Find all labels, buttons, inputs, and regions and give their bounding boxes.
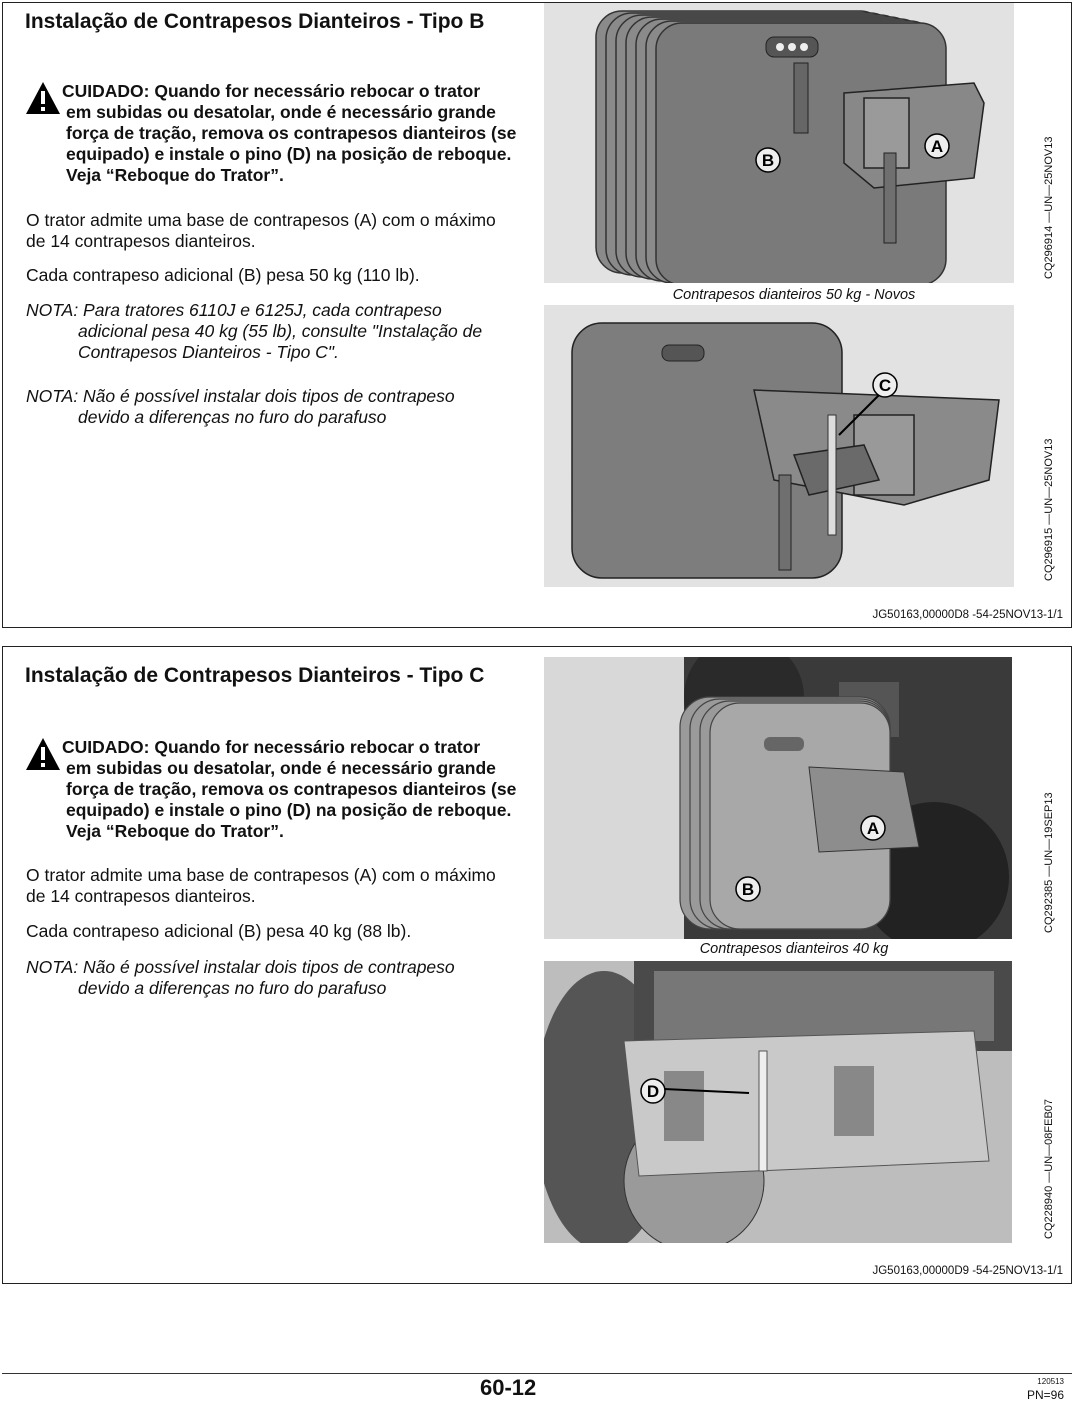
caution-rest: em subidas ou desatolar, onde é necessário grande força de tração, remova os contrapesos dianteiros (se equipado) e instale o pino (D) na posição de reboque. Veja “Reboque do Trator”.	[66, 758, 517, 841]
note-first-line: NOTA: Não é possível instalar dois tipos de contrapeso	[26, 386, 455, 406]
paragraph: Cada contrapeso adicional (B) pesa 50 kg (110 lb).	[26, 265, 420, 285]
figure-weights-pin	[544, 305, 1014, 587]
document-reference: JG50163,00000D9 -54-25NOV13-1/1	[872, 1265, 1063, 1277]
svg-text:B: B	[761, 151, 775, 170]
paragraph: O trator admite uma base de contrapesos (A) com o máximo de 14 contrapesos dianteiros.	[26, 865, 496, 906]
callout-a	[861, 816, 885, 840]
figure-tractor-weights	[544, 657, 1012, 939]
tow-pin-photo	[544, 961, 1012, 1243]
note-rest: adicional pesa 40 kg (55 lb), consulte "Instalação de Contrapesos Dianteiros - Tipo C".	[78, 321, 483, 362]
footer-pn: PN=96	[1026, 1388, 1064, 1402]
callout-b	[756, 148, 780, 172]
svg-text:D: D	[646, 1082, 660, 1101]
section-title: Instalação de Contrapesos Dianteiros - Tipo C	[25, 664, 485, 687]
note-first-line: NOTA: Não é possível instalar dois tipos de contrapeso	[26, 957, 455, 977]
figure-code: CQ292385 —UN—19SEP13	[1043, 792, 1055, 933]
caution-block	[25, 81, 530, 186]
warning-icon	[25, 81, 61, 115]
note-rest: devido a diferenças no furo do parafuso	[78, 978, 387, 998]
note	[26, 300, 516, 363]
callout-d	[641, 1079, 665, 1103]
note	[26, 386, 516, 428]
footer-divider	[2, 1373, 1072, 1374]
page-number: 60-12	[480, 1375, 537, 1400]
figure-code: CQ228940 —UN—08FEB07	[1043, 1098, 1055, 1239]
caution-rest: em subidas ou desatolar, onde é necessário grande força de tração, remova os contrapesos dianteiros (se equipado) e instale o pino (D) na posição de reboque. Veja “Reboque do Trator”.	[66, 102, 517, 185]
paragraph: O trator admite uma base de contrapesos (A) com o máximo de 14 contrapesos dianteiros.	[26, 210, 496, 251]
figure-code: CQ296915 —UN—25NOV13	[1043, 438, 1055, 581]
weights-illustration	[544, 3, 1014, 283]
document-reference: JG50163,00000D8 -54-25NOV13-1/1	[872, 609, 1063, 621]
figure-code: CQ296914 —UN—25NOV13	[1043, 136, 1055, 279]
weights-pin-illustration	[544, 305, 1014, 587]
figure-caption: Contrapesos dianteiros 40 kg	[699, 941, 889, 957]
callout-c	[873, 373, 897, 397]
callout-a	[925, 134, 949, 158]
caution-block	[25, 737, 530, 842]
warning-icon	[25, 737, 61, 771]
paragraph: Cada contrapeso adicional (B) pesa 40 kg (88 lb).	[26, 921, 412, 941]
svg-text:A: A	[930, 137, 944, 156]
callout-b	[736, 877, 760, 901]
svg-text:C: C	[878, 376, 892, 395]
caution-line1: CUIDADO: Quando for necessário rebocar o trator	[62, 81, 481, 101]
note	[26, 957, 516, 999]
svg-text:A: A	[866, 819, 880, 838]
caution-line1: CUIDADO: Quando for necessário rebocar o trator	[62, 737, 481, 757]
section-title: Instalação de Contrapesos Dianteiros - Tipo B	[25, 10, 485, 33]
note-first-line: NOTA: Para tratores 6110J e 6125J, cada contrapeso	[26, 300, 442, 320]
svg-text:B: B	[741, 880, 755, 899]
figure-caption: Contrapesos dianteiros 50 kg - Novos	[672, 287, 916, 303]
section-tipo-c	[2, 646, 1072, 1284]
footer-code: 120513	[1037, 1377, 1064, 1386]
note-rest: devido a diferenças no furo do parafuso	[78, 407, 387, 427]
figure-tow-pin	[544, 961, 1012, 1243]
figure-weights-type-b	[544, 3, 1014, 283]
section-tipo-b	[2, 2, 1072, 628]
tractor-weights-photo	[544, 657, 1012, 939]
